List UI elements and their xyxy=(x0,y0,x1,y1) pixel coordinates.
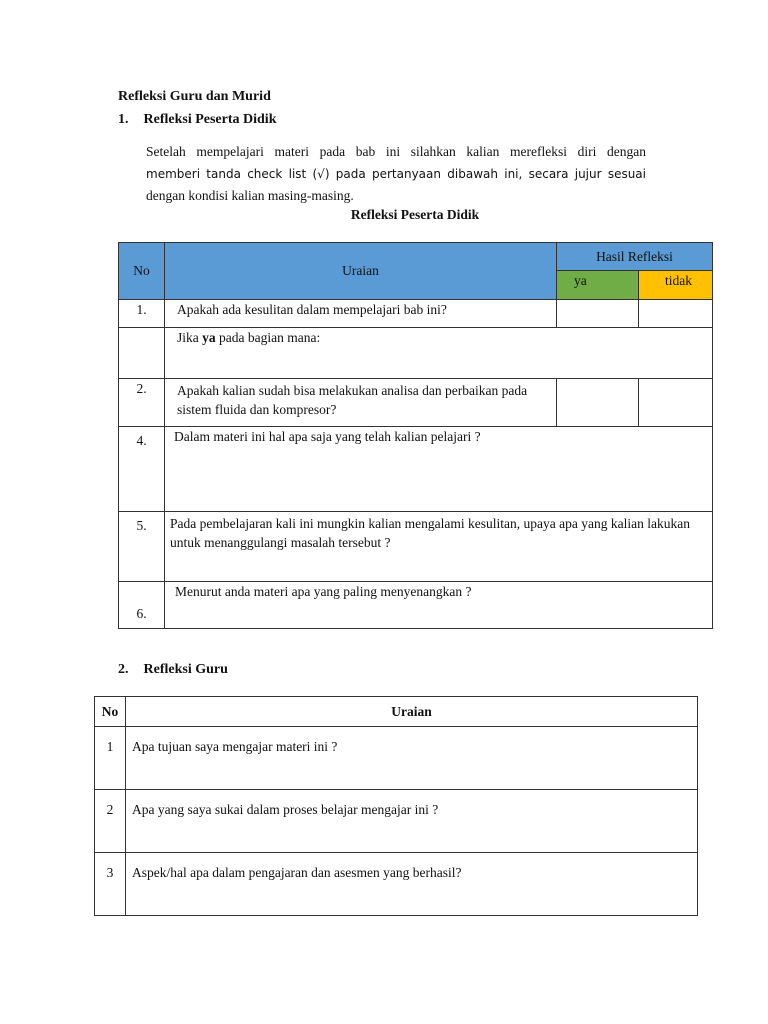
section-1-title: Refleksi Peserta Didik xyxy=(143,112,277,127)
header-hasil-refleksi: Hasil Refleksi xyxy=(557,243,713,271)
t2-header-uraian: Uraian xyxy=(126,697,698,727)
row-4-text: Dalam materi ini hal apa saja yang telah kalian pelajari ? xyxy=(165,427,713,512)
header-ya: ya xyxy=(557,271,639,300)
row-1b-text xyxy=(165,328,713,379)
t2-row-3-text: Aspek/hal apa dalam pengajaran dan asesmen yang berhasil? xyxy=(126,853,698,916)
row-1-tidak-checkbox[interactable] xyxy=(639,300,713,328)
t2-row-1-no: 1 xyxy=(95,727,126,790)
teacher-reflection-table xyxy=(94,696,698,916)
row-1b-suffix: pada bagian mana: xyxy=(215,330,321,345)
t2-row-1-text: Apa tujuan saya mengajar materi ini ? xyxy=(126,727,698,790)
section-2-heading xyxy=(118,662,228,678)
row-2-tidak-checkbox[interactable] xyxy=(639,379,713,427)
t2-row-2-no: 2 xyxy=(95,790,126,853)
row-6-text: Menurut anda materi apa yang paling menyenangkan ? xyxy=(165,582,713,629)
row-6-no: 6. xyxy=(119,582,165,629)
instruction-paragraph xyxy=(146,141,646,207)
row-2-no: 2. xyxy=(119,379,165,427)
row-1-no: 1. xyxy=(119,300,165,328)
t2-row-2-text: Apa yang saya sukai dalam proses belajar mengajar ini ? xyxy=(126,790,698,853)
section-2-title: Refleksi Guru xyxy=(143,662,228,677)
table-caption: Refleksi Peserta Didik xyxy=(350,207,480,222)
row-2-ya-checkbox[interactable] xyxy=(557,379,639,427)
student-reflection-table xyxy=(118,242,713,629)
row-1b-prefix: Jika xyxy=(177,330,203,345)
header-tidak: tidak xyxy=(639,271,713,300)
row-1b-no xyxy=(119,328,165,379)
instruction-line-1: Setelah mempelajari materi pada bab ini silahkan kalian merefleksi diri dengan xyxy=(146,144,646,159)
row-1b-bold: ya xyxy=(202,330,216,345)
instruction-line-2: memberi tanda check list (√) pada pertanyaan dibawah ini, secara jujur sesuai xyxy=(146,167,646,181)
instruction-line-3: dengan kondisi kalian masing-masing. xyxy=(146,188,354,203)
header-uraian: Uraian xyxy=(165,243,557,300)
row-1-text: Apakah ada kesulitan dalam mempelajari bab ini? xyxy=(165,300,557,328)
row-4-no: 4. xyxy=(119,427,165,512)
header-no: No xyxy=(119,243,165,300)
row-2-text: Apakah kalian sudah bisa melakukan analisa dan perbaikan pada sistem fluida dan kompresor? xyxy=(165,379,557,427)
section-1-number: 1. xyxy=(118,112,129,127)
section-1-heading xyxy=(118,112,276,128)
t2-header-no: No xyxy=(95,697,126,727)
document-title: Refleksi Guru dan Murid xyxy=(118,89,271,104)
row-5-no: 5. xyxy=(119,512,165,582)
row-5-text: Pada pembelajaran kali ini mungkin kalian mengalami kesulitan, upaya apa yang kalian lakukan untuk menanggulangi masalah tersebut ? xyxy=(165,512,713,582)
t2-row-3-no: 3 xyxy=(95,853,126,916)
section-2-number: 2. xyxy=(118,662,129,677)
row-1-ya-checkbox[interactable] xyxy=(557,300,639,328)
